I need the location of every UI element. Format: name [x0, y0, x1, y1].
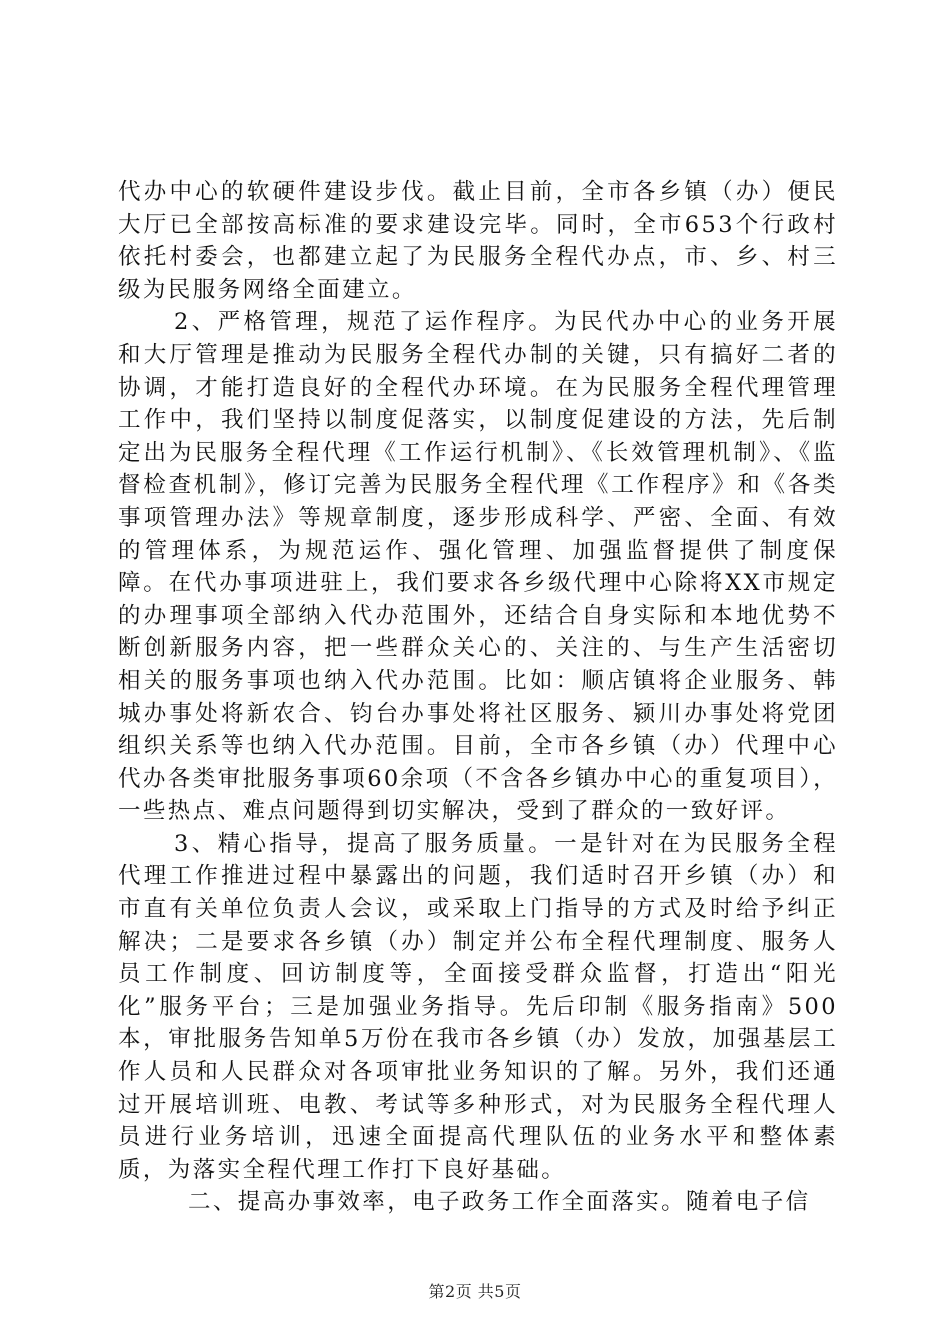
paragraph-section-two-heading: 二、提高办事效率，电子政务工作全面落实。随着电子信 [188, 1189, 811, 1216]
document-body [118, 176, 838, 1219]
paragraph-continuation: 代办中心的软硬件建设步伐。截止目前，全市各乡镇（办）便民大厅已全部按高标准的要求建设完毕。同时，全市653个行政村依托村委会，也都建立起了为民服务全程代办点，市、乡、村三级为民服务网络全面建立。 [118, 179, 838, 303]
paragraph-strict-management: 2、严格管理，规范了运作程序。为民代办中心的业务开展和大厅管理是推动为民服务全程代办制的关键，只有搞好二者的协调，才能打造良好的全程代办环境。在为民服务全程代理管理工作中，我们坚持以制度促落实，以制度促建设的方法，先后制定出为民服务全程代理《工作运行机制》、《长效管理机制》、《监督检查机制》，修订完善为民服务全程代理《工作程序》和《各类事项管理办法》等规章制度，逐步形成科学、严密、全面、有效的管理体系，为规范运作、强化管理、加强监督提供了制度保障。在代办事项进驻上，我们要求各乡级代理中心除将XX市规定的办理事项全部纳入代办范围外，还结合自身实际和本地优势不断创新服务内容，把一些群众关心的、关注的、与生产生活密切相关的服务事项也纳入代办范围。比如：顺店镇将企业服务、韩城办事处将新农合、钧台办事处将社区服务、颍川办事处将党团组织关系等也纳入代办范围。目前，全市各乡镇（办）代理中心代办各类审批服务事项60余项（不含各乡镇办中心的重复项目），一些热点、难点问题得到切实解决，受到了群众的一致好评。 [118, 309, 838, 825]
page-footer: 第2页 共5页 [428, 1282, 522, 1301]
paragraph-careful-guidance: 3、精心指导，提高了服务质量。一是针对在为民服务全程代理工作推进过程中暴露出的问题，我们适时召开乡镇（办）和市直有关单位负责人会议，或采取上门指导的方式及时给予纠正解决；二是要求各乡镇（办）制定并公布全程代理制度、服务人员工作制度、回访制度等，全面接受群众监督，打造出“阳光化”服务平台；三是加强业务指导。先后印制《服务指南》500本，审批服务告知单5万份在我市各乡镇（办）发放，加强基层工作人员和人民群众对各项审批业务知识的了解。另外，我们还通过开展培训班、电教、考试等多种形式，对为民服务全程代理人员进行业务培训，迅速全面提高代理队伍的业务水平和整体素质，为落实全程代理工作打下良好基础。 [118, 830, 838, 1183]
